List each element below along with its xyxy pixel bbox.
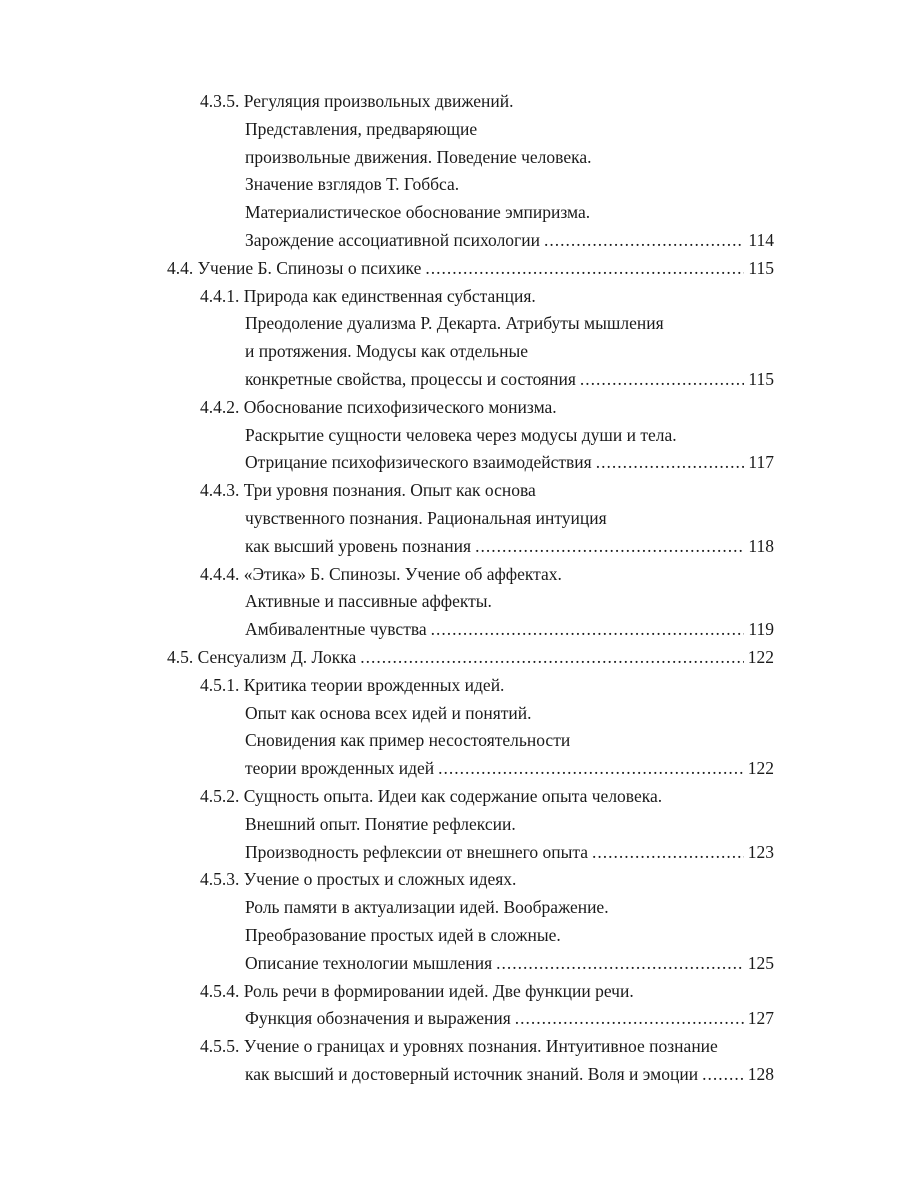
toc-entry-line: Амбивалентные чувства — [245, 619, 427, 640]
page-number: 127 — [747, 1008, 774, 1029]
toc-entry-line: как высший и достоверный источник знаний. Воля и эмоции — [245, 1063, 699, 1084]
page-number: 114 — [748, 229, 774, 250]
toc-entry-line: Активные и пассивные аффекты. — [245, 591, 492, 612]
page-number: 123 — [747, 841, 774, 862]
toc-entry-line: теории врожденных идей — [245, 758, 435, 779]
toc-entry-line: Роль памяти в актуализации идей. Воображение. — [245, 897, 609, 918]
toc-entry-line: Преодоление дуализма Р. Декарта. Атрибуты мышления — [245, 313, 664, 334]
toc-entry-line: Внешний опыт. Понятие рефлексии. — [245, 813, 516, 834]
toc-entry-line: Функция обозначения и выражения — [245, 1008, 511, 1029]
toc-entry-line: 4.5.3. Учение о простых и сложных идеях. — [200, 869, 517, 890]
dot-leader — [438, 755, 744, 783]
toc-entry-last-line — [245, 1061, 774, 1089]
page-number: 122 — [747, 646, 774, 667]
dot-leader — [475, 533, 744, 561]
toc-entry-last-line — [245, 950, 774, 978]
toc-entry-line: Раскрытие сущности человека через модусы души и тела. — [245, 424, 677, 445]
toc-entry-line: Представления, предваряющие — [245, 118, 478, 139]
dot-leader — [580, 366, 745, 394]
toc-entry-line: 4.5.1. Критика теории врожденных идей. — [200, 674, 505, 695]
toc-section-line — [167, 255, 774, 283]
toc-entry-line: чувственного познания. Рациональная интуиция — [245, 507, 607, 528]
toc-entry-line: 4.4.1. Природа как единственная субстанция. — [200, 285, 536, 306]
dot-leader — [515, 1005, 744, 1033]
dot-leader — [425, 255, 744, 283]
toc-entry-last-line — [245, 839, 774, 867]
toc-entry-line: 4.4.2. Обоснование психофизического монизма. — [200, 396, 557, 417]
table-of-contents — [0, 88, 900, 1089]
page-number: 119 — [748, 619, 774, 640]
dot-leader — [496, 950, 744, 978]
toc-section-title: 4.4. Учение Б. Спинозы о психике — [167, 257, 422, 278]
toc-section-line — [167, 644, 774, 672]
dot-leader — [431, 616, 745, 644]
toc-entry-line: конкретные свойства, процессы и состояния — [245, 368, 576, 389]
toc-entry-line: Описание технологии мышления — [245, 952, 493, 973]
toc-entry-line: Материалистическое обоснование эмпиризма. — [245, 202, 591, 223]
page-number: 118 — [748, 535, 774, 556]
page-number: 115 — [748, 368, 774, 389]
toc-entry-line: Опыт как основа всех идей и понятий. — [245, 702, 532, 723]
toc-entry-line: 4.5.2. Сущность опыта. Идеи как содержание опыта человека. — [200, 785, 663, 806]
toc-entry-line: Значение взглядов Т. Гоббса. — [245, 174, 460, 195]
toc-entry-line: 4.5.5. Учение о границах и уровнях познания. Интуитивное познание — [200, 1036, 718, 1057]
toc-entry-last-line — [245, 533, 774, 561]
toc-entry-line: Преобразование простых идей в сложные. — [245, 924, 561, 945]
page-number: 128 — [747, 1063, 774, 1084]
dot-leader — [702, 1061, 744, 1089]
dot-leader — [592, 839, 744, 867]
toc-entry-last-line — [245, 449, 774, 477]
toc-section-title: 4.5. Сенсуализм Д. Локка — [167, 646, 357, 667]
dot-leader — [596, 449, 745, 477]
toc-entry-line: произвольные движения. Поведение человека. — [245, 146, 592, 167]
toc-entry-line: и протяжения. Модусы как отдельные — [245, 341, 529, 362]
toc-entry-line: как высший уровень познания — [245, 535, 472, 556]
page-number: 125 — [747, 952, 774, 973]
toc-entry-last-line — [245, 616, 774, 644]
page-number: 115 — [748, 257, 774, 278]
dot-leader — [360, 644, 744, 672]
toc-entry-last-line — [245, 755, 774, 783]
toc-entry-line: Отрицание психофизического взаимодействия — [245, 452, 592, 473]
toc-entry-line: 4.5.4. Роль речи в формировании идей. Две функции речи. — [200, 980, 634, 1001]
toc-entry-line: 4.3.5. Регуляция произвольных движений. — [200, 91, 514, 111]
page-number: 122 — [747, 758, 774, 779]
toc-entry-line: Производность рефлексии от внешнего опыта — [245, 841, 589, 862]
toc-entry-line: 4.4.4. «Этика» Б. Спинозы. Учение об аффектах. — [200, 563, 562, 584]
toc-entry-last-line — [245, 366, 774, 394]
page-number: 117 — [748, 452, 774, 473]
dot-leader — [544, 227, 744, 255]
toc-entry-last-line — [245, 1005, 774, 1033]
toc-entry-line: Сновидения как пример несостоятельности — [245, 730, 571, 751]
toc-entry-line: 4.4.3. Три уровня познания. Опыт как основа — [200, 480, 536, 501]
toc-entry-line: Зарождение ассоциативной психологии — [245, 229, 540, 250]
toc-entry-last-line — [245, 227, 774, 255]
